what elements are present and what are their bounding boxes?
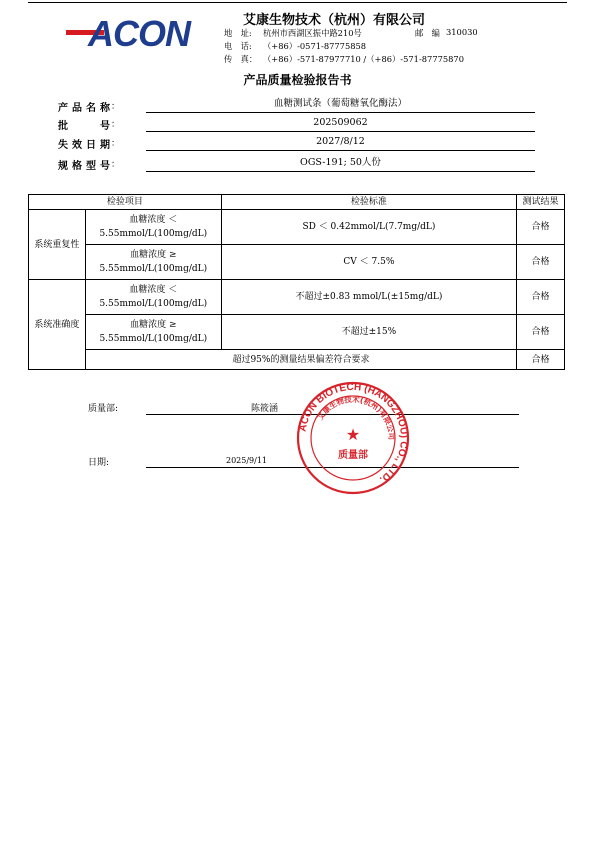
phone-label: 电 话: (224, 41, 252, 51)
item-line: 5.55mmol/L(100mg/dL) (99, 299, 208, 309)
address-label: 地 址: (224, 28, 252, 38)
group-name: 系统准确度 (29, 280, 86, 370)
field-label-spec: 规格型号 (58, 161, 110, 172)
standard-cell: CV ＜ 7.5% (221, 245, 516, 280)
company-name: 艾康生物技术（杭州）有限公司 (243, 13, 426, 28)
inspection-table (28, 194, 565, 370)
header-standard: 检验标准 (221, 195, 516, 210)
summary-text: 超过95%的测量结果偏差符合要求 (85, 350, 516, 370)
result-cell: 合格 (517, 245, 565, 280)
item-cell (85, 280, 221, 315)
table-row (29, 315, 565, 350)
summary-result: 合格 (517, 350, 565, 370)
result-cell: 合格 (517, 315, 565, 350)
item-line: 5.55mmol/L(100mg/dL) (99, 229, 208, 239)
zip-label: 邮 编 (415, 28, 440, 38)
group-name: 系统重复性 (29, 210, 86, 280)
top-rule (28, 2, 567, 3)
seal-center-text: 质量部 (338, 450, 368, 461)
address-value: 杭州市西湖区振中路210号 (263, 28, 362, 38)
field-colon: ： (111, 160, 121, 170)
field-value-batch: 202509062 (146, 116, 535, 132)
item-line: 血糖浓度 ≥ (130, 250, 177, 260)
fax-label: 传 真： (224, 54, 258, 64)
standard-cell: SD ＜ 0.42mmol/L(7.7mg/dL) (221, 210, 516, 245)
field-label-batch: 批号 (58, 121, 110, 132)
standard-cell: 不超过±0.83 mmol/L(±15mg/dL) (221, 280, 516, 315)
header-result: 测试结果 (517, 195, 565, 210)
qa-name: 陈筱涵 (251, 404, 279, 414)
seal-ring-english: ACON BIOTECH (HANGZHOU) CO., LTD. (297, 381, 410, 485)
item-line: 血糖浓度 ＜ (129, 215, 178, 225)
acon-logo-icon (66, 14, 206, 50)
item-cell (85, 210, 221, 245)
field-value-product: 血糖测试条（葡萄糖氧化酶法） (146, 97, 535, 113)
seal-star-icon: ★ (345, 425, 361, 444)
qa-label: 质量部: (88, 404, 119, 414)
table-header-row (29, 195, 565, 210)
field-colon: ： (111, 102, 121, 112)
phone-value: （+86）-0571-87775858 (263, 41, 367, 51)
result-cell: 合格 (517, 210, 565, 245)
field-colon: ： (111, 120, 121, 130)
fax-value: （+86）-571-87977710 /（+86）-571-87775870 (263, 54, 464, 64)
field-label-expiry: 失效日期 (58, 140, 110, 151)
seal-ring-chinese: 艾康生物技术(杭州)有限公司 (315, 394, 397, 441)
field-value-spec: OGS-191; 50人份 (146, 156, 535, 172)
field-value-expiry: 2027/8/12 (146, 135, 535, 151)
date-label: 日期: (88, 458, 110, 468)
report-title: 产品质量检验报告书 (243, 73, 352, 87)
item-line: 血糖浓度 ≥ (130, 320, 177, 330)
item-cell (85, 315, 221, 350)
standard-cell: 不超过±15% (221, 315, 516, 350)
table-row (29, 280, 565, 315)
summary-row (29, 350, 565, 370)
date-value: 2025/9/11 (226, 456, 268, 465)
field-label-product: 产品名称 (58, 103, 110, 114)
item-line: 5.55mmol/L(100mg/dL) (99, 264, 208, 274)
header-item: 检验项目 (29, 195, 222, 210)
zip-value: 310030 (446, 27, 478, 37)
item-line: 血糖浓度 ＜ (129, 285, 178, 295)
item-cell (85, 245, 221, 280)
field-colon: ： (111, 139, 121, 149)
table-row (29, 210, 565, 245)
table-row (29, 245, 565, 280)
svg-text:ACON: ACON (88, 14, 190, 50)
result-cell: 合格 (517, 280, 565, 315)
item-line: 5.55mmol/L(100mg/dL) (99, 334, 208, 344)
company-seal-icon (296, 381, 410, 495)
